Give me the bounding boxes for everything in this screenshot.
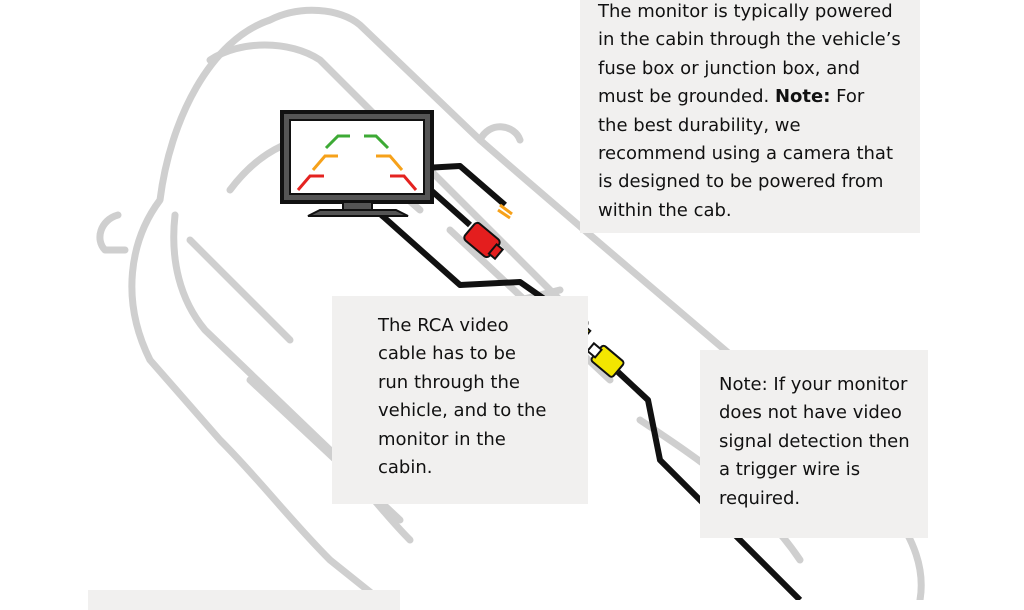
- car-mirror-right: [480, 127, 520, 140]
- note-power-text-2: For the best durability, we recommend using a camera that is designed to be powered from within the cab.: [598, 86, 894, 221]
- note-monitor-power: [580, 0, 920, 233]
- note-rca-cable: The RCA video cable has to be run through the vehicle, and to the monitor in the cabin.: [332, 296, 588, 504]
- power-cable-end: [498, 205, 512, 218]
- car-mirror-left: [100, 215, 125, 250]
- note-power-text: The monitor is typically powered in the cabin through the vehicle’s fuse box or junction box, and must be grounded.: [598, 1, 901, 108]
- note-power-bold: Note:: [774, 86, 831, 108]
- monitor-stand: [343, 202, 372, 210]
- note-bottom-partial: [88, 590, 400, 610]
- monitor-base: [308, 210, 408, 216]
- red-power-connector: [463, 221, 506, 262]
- note-trigger-wire: Note: If your monitor does not have video signal detection then a trigger wire is required.: [700, 350, 928, 538]
- monitor-screen: [290, 120, 424, 194]
- monitor: [282, 112, 432, 216]
